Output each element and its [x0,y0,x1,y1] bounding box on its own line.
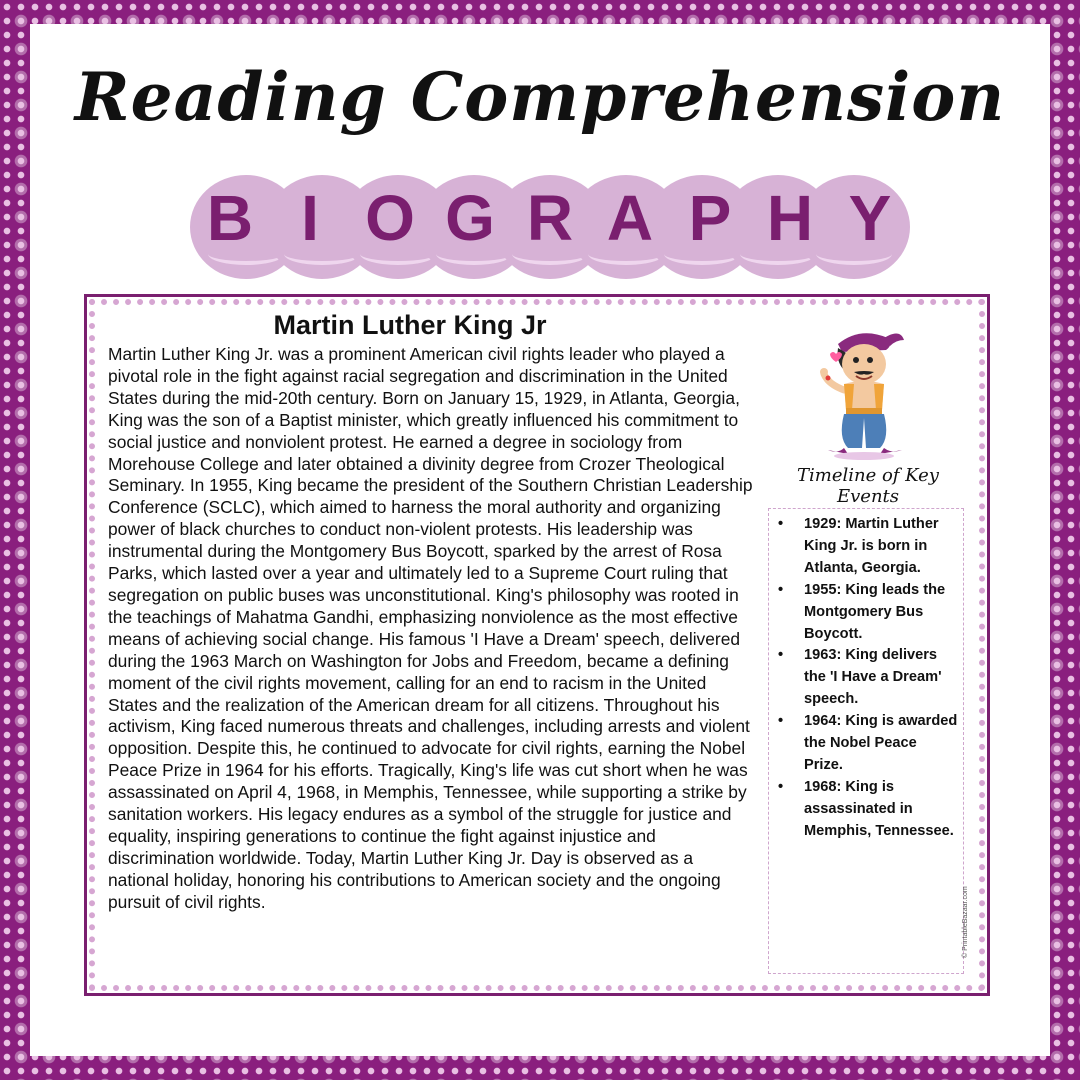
list-item [778,580,958,646]
bullet-icon: • [778,713,784,730]
subtitle-letter: P [688,182,732,254]
bullet-icon: • [778,778,784,795]
subtitle-letter: G [445,182,495,254]
bullet-icon: • [778,647,784,664]
bullet-icon: • [778,581,784,598]
timeline-item: 1964: King is awarded the Nobel Peace Prize. [804,713,958,773]
timeline-item: 1929: Martin Luther King Jr. is born in Atlanta, Georgia. [804,516,939,576]
timeline-list [778,514,958,843]
article-title: Martin Luther King Jr [273,310,547,340]
biography-subtitle [190,178,910,258]
list-item [778,645,958,711]
genie-mascot-icon [808,318,920,460]
bullet-icon: • [778,516,784,532]
timeline-heading: Timeline of Key Events [797,465,939,507]
list-item [778,777,958,843]
subtitle-letter: B [206,182,254,254]
subtitle-letter: O [365,182,415,254]
subtitle-letter: A [606,182,654,254]
timeline-item: 1968: King is assassinated in Memphis, Tennessee. [804,778,954,839]
subtitle-letter: Y [848,182,892,254]
subtitle-letter: R [526,182,574,254]
timeline-item: 1955: King leads the Montgomery Bus Boycott. [804,581,946,642]
subtitle-letter: I [301,182,319,254]
article-body: Martin Luther King Jr. was a prominent American civil rights leader who played a pivotal role in the fight against racial segregation and discrimination in the United States during the mid-20th century. Born on January 15, 1929, in Atlanta, Georgia, King was the son of a Baptist minister, which greatly influenced his commitment to social justice and nonviolent protest. He earned a degree in sociology from Morehouse College and later obtained a divinity degree from Crozer Theological Seminary. In 1955, King became the president of the Southern Christian Leadership Conference (SCLC), which aimed to harness the moral authority and organizing power of black churches to conduct non-violent protests. His leadership was instrumental during the Montgomery Bus Boycott, sparked by the arrest of Rosa Parks, which lasted over a year and ultimately led to a Supreme Court ruling that segregation on public buses was unconstitutional. King's philosophy was rooted in the teachings of Mahatma Gandhi, emphasizing nonviolence as the most effective means of achieving social change. His famous 'I Have a Dream' speech, delivered during the 1963 March on Washington for Jobs and Freedom, became a defining moment of the civil rights movement, calling for an end to racism in the United States and the realization of the American dream for all citizens. Throughout his activism, King faced numerous threats and challenges, including arrests and violent opposition. Despite this, he continued to advocate for civil rights, earning the Nobel Peace Prize in 1964 for his efforts. Tragically, King's life was cut short when he was assassinated on April 4, 1968, in Memphis, Tennessee, while supporting a strike by sanitation workers. His legacy endures as a symbol of the struggle for justice and equality, inspiring generations to continue the fight against injustice and discrimination worldwide. Today, Martin Luther King Jr. Day is observed as a national holiday, honoring his contributions to American society and the ongoing pursuit of civil rights. [108,344,753,912]
subtitle-letter: H [766,182,814,254]
list-item [778,514,958,580]
copyright-credit: © PrintableBazaar.com [962,886,969,958]
timeline-item: 1963: King delivers the 'I Have a Dream' speech. [804,647,942,708]
list-item [778,711,958,777]
page-title: Reading Comprehension [74,58,1006,136]
